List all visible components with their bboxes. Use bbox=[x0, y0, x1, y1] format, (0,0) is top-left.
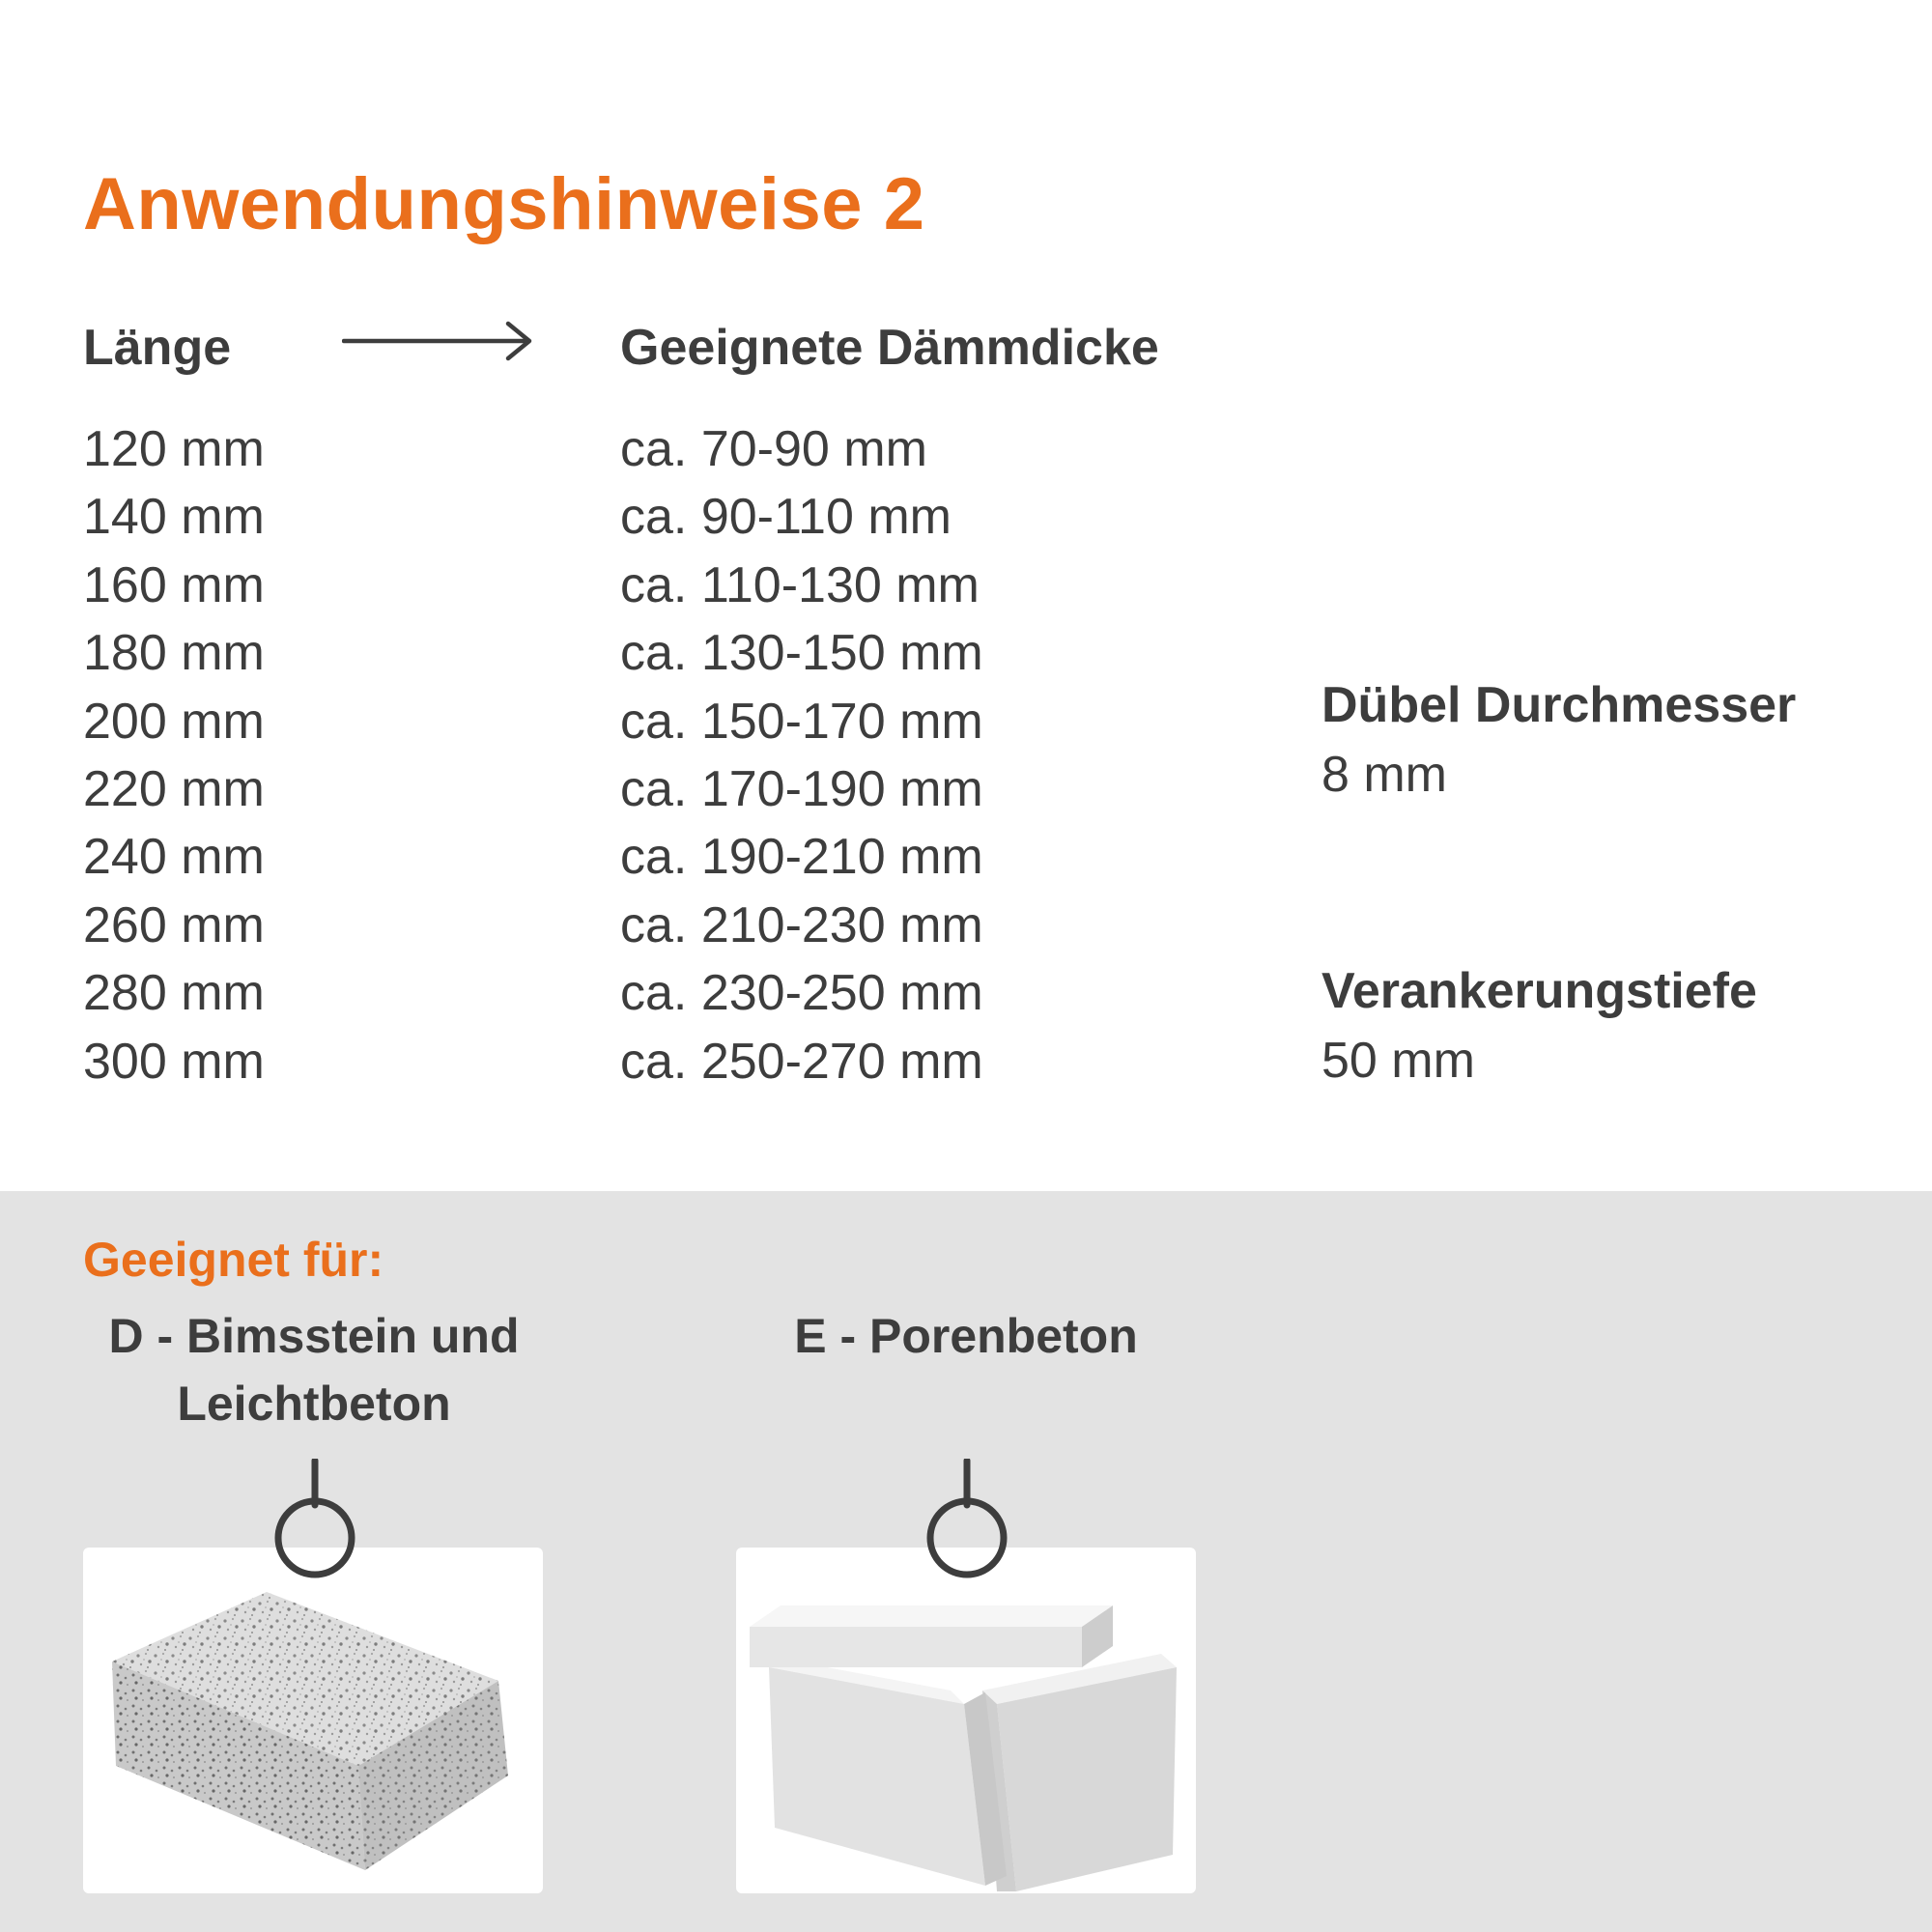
thickness-value: ca. 210-230 mm bbox=[620, 896, 983, 953]
page-title: Anwendungshinweise 2 bbox=[83, 163, 925, 245]
hanger-icon bbox=[923, 1459, 1011, 1582]
material-label-line: Leichtbeton bbox=[177, 1377, 451, 1431]
length-value: 120 mm bbox=[83, 421, 265, 477]
material-label-line: E - Porenbeton bbox=[794, 1309, 1138, 1363]
length-value: 160 mm bbox=[83, 556, 265, 613]
thickness-value: ca. 90-110 mm bbox=[620, 489, 952, 546]
anchor-depth-value: 50 mm bbox=[1321, 1033, 1475, 1089]
material-label-d bbox=[58, 1302, 570, 1437]
pumice-block-image bbox=[83, 1548, 543, 1893]
length-value: 260 mm bbox=[83, 896, 265, 953]
material-label-e bbox=[734, 1302, 1198, 1370]
length-value: 220 mm bbox=[83, 760, 265, 817]
hanger-icon bbox=[270, 1459, 359, 1582]
length-value: 140 mm bbox=[83, 489, 265, 546]
dowel-diameter-label: Dübel Durchmesser bbox=[1321, 677, 1797, 733]
thickness-value: ca. 130-150 mm bbox=[620, 625, 983, 682]
length-value: 240 mm bbox=[83, 829, 265, 886]
material-label-line: D - Bimsstein und bbox=[108, 1309, 520, 1363]
thickness-column-header: Geeignete Dämmdicke bbox=[620, 320, 1159, 376]
length-value: 200 mm bbox=[83, 693, 265, 750]
length-value: 180 mm bbox=[83, 625, 265, 682]
thickness-value: ca. 230-250 mm bbox=[620, 965, 983, 1022]
thickness-value: ca. 190-210 mm bbox=[620, 829, 983, 886]
length-list bbox=[83, 415, 265, 1095]
length-value: 280 mm bbox=[83, 965, 265, 1022]
thickness-value: ca. 110-130 mm bbox=[620, 556, 980, 613]
arrow-right-icon bbox=[342, 319, 535, 363]
material-card-d bbox=[83, 1548, 543, 1893]
thickness-value: ca. 250-270 mm bbox=[620, 1033, 983, 1090]
thickness-value: ca. 170-190 mm bbox=[620, 760, 983, 817]
length-value: 300 mm bbox=[83, 1033, 265, 1090]
suitable-title: Geeignet für: bbox=[83, 1233, 384, 1287]
dowel-diameter-value: 8 mm bbox=[1321, 747, 1447, 803]
length-column-header: Länge bbox=[83, 320, 232, 376]
thickness-list bbox=[620, 415, 983, 1095]
thickness-value: ca. 150-170 mm bbox=[620, 693, 983, 750]
thickness-value: ca. 70-90 mm bbox=[620, 421, 927, 477]
anchor-depth-label: Verankerungstiefe bbox=[1321, 963, 1757, 1019]
material-card-e bbox=[736, 1548, 1196, 1893]
aerated-concrete-image bbox=[736, 1548, 1196, 1893]
